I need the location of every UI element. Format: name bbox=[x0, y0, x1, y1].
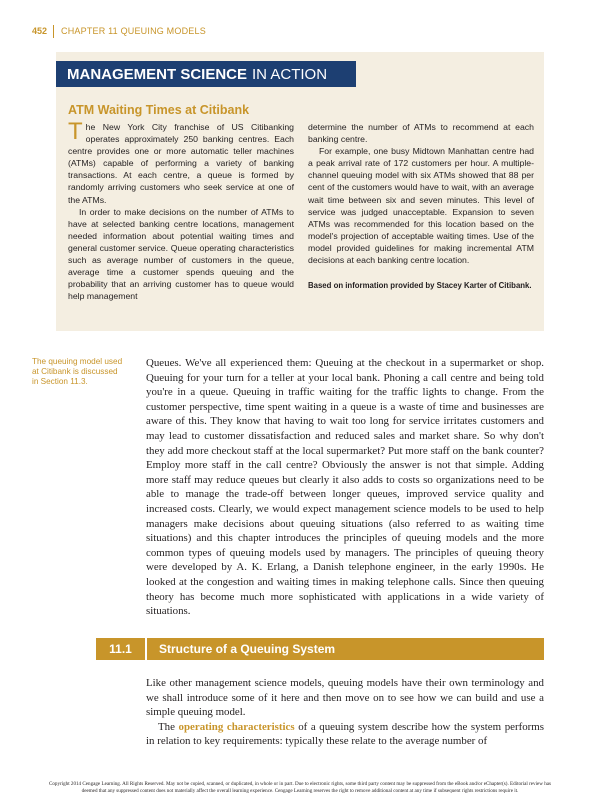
feature-banner bbox=[56, 61, 356, 87]
section-para-2-rest: of a queuing system describe how the system performs in relation to key requirements: typically these relate to the average number of bbox=[146, 720, 545, 748]
banner-bold-text: MANAGEMENT SCIENCE bbox=[67, 65, 248, 83]
page-number: 452 bbox=[32, 26, 48, 36]
feature-title: ATM Waiting Times at Citibank bbox=[68, 103, 250, 117]
running-head bbox=[32, 24, 206, 38]
section-body bbox=[146, 676, 544, 749]
feature-right-para-2: For example, one busy Midtown Manhattan centre had a peak arrival rate of 172 customers per hour. A multiple-channel queuing model with six ATMs showed that 88 per cent of the customers would have to wait, with an average wait time between six and seven minutes. This level of service was judged unacceptable. Expansion to seven ATMs was recommended for this location based on the model's projection of acceptable waiting times. Use of the model provided guidelines for making incremental ATM decisions at each banking centre location. bbox=[308, 146, 534, 266]
feature-right-para-1: determine the number of ATMs to recommend at each banking centre. bbox=[308, 122, 534, 145]
feature-source-note: Based on information provided by Stacey Karter of Citibank. bbox=[308, 281, 532, 291]
header-divider bbox=[53, 25, 54, 38]
copyright-line-2: deemed that any suppressed content does not materially affect the overall learning experience. Cengage Learning reserves the right to remove additional content at any time if subsequent rights restrictions require it. bbox=[81, 787, 519, 794]
feature-right-column bbox=[308, 121, 534, 302]
management-science-in-action-box bbox=[56, 52, 544, 331]
section-title: Structure of a Queuing System bbox=[159, 642, 336, 656]
copyright-line-1: Copyright 2014 Cengage Learning. All Rights Reserved. May not be copied, scanned, or duplicated, in whole or in part. Due to electronic rights, some third party content may be suppressed from the eBook and/or eChapter(s). Editorial review has bbox=[48, 781, 552, 787]
feature-left-para-2: In order to make decisions on the number of ATMs to have at selected banking centre locations, management needed information about potential waiting times and general customer service. Queue operating characteristics such as average number of customers in the queue, average time a customer spends queuing and the probability that an arriving customer has to queue would help management bbox=[68, 206, 294, 302]
copyright-footer bbox=[32, 781, 568, 794]
section-para-2-prefix: The bbox=[158, 720, 175, 733]
key-term-operating-characteristics: operating characteristics bbox=[178, 720, 295, 733]
intro-paragraph: Queues. We've all experienced them: Queuing at the checkout in a supermarket or shop. Queuing for your turn for a teller at your local bank. Phoning a call centre and being told you're in a queue. Queuing in traffic waiting for the traffic lights to change. From the customer perspective, time spent waiting in a queue is a waste of time and businesses are aware of this. They know that having to wait too long for service irritates customers and may lead to customer dissatisfaction and reduced sales and market share. So why don't they add more checkout staff at the local supermarket? Put more staff on the bank counter? Employ more staff in the call centre? Obviously the answer is not that simple. Adding more staff may reduce queues but clearly it also adds to costs so organizations need to be able to manage the trade-off between longer queues, improved service quality and increased costs. Clearly, we would expect management science models to be used to help managers make decisions about queuing situations (also referred to as waiting time situations) and this chapter introduces the principles of queuing models and the more common types of queuing models used by managers. The principles of queuing theory were developed by A. K. Erlang, a Danish telephone engineer, in the early 1990s. He looked at the congestion and waiting times in making telephone calls. Since then queuing theory has become much more sophisticated with applications in a wide variety of situations. bbox=[146, 357, 544, 618]
feature-left-column bbox=[68, 118, 294, 302]
section-para-2 bbox=[146, 720, 544, 749]
section-heading bbox=[96, 638, 544, 660]
chapter-label: CHAPTER 11 QUEUING MODELS bbox=[61, 26, 206, 36]
feature-left-para-1 bbox=[68, 118, 294, 206]
section-para-1: Like other management science models, queuing models have their own terminology and we shall introduce some of it here and then move on to see how we can build and use a simple queuing model. bbox=[146, 677, 544, 719]
banner-light-text: IN ACTION bbox=[252, 65, 328, 83]
drop-cap: T bbox=[68, 118, 83, 145]
feature-left-para-1-text: he New York City franchise of US Citibanking operates approximately 250 banking centres. Each centre provides one or more automatic teller machines (ATMs) capable of performing a variety of banking transactions. At each centre, a queue is formed by randomly arriving customers who seek service at one of the ATMs. bbox=[68, 122, 294, 205]
margin-note: The queuing model used at Citibank is discussed in Section 11.3. bbox=[32, 357, 123, 386]
section-number: 11.1 bbox=[96, 638, 147, 660]
feature-columns bbox=[68, 118, 534, 302]
